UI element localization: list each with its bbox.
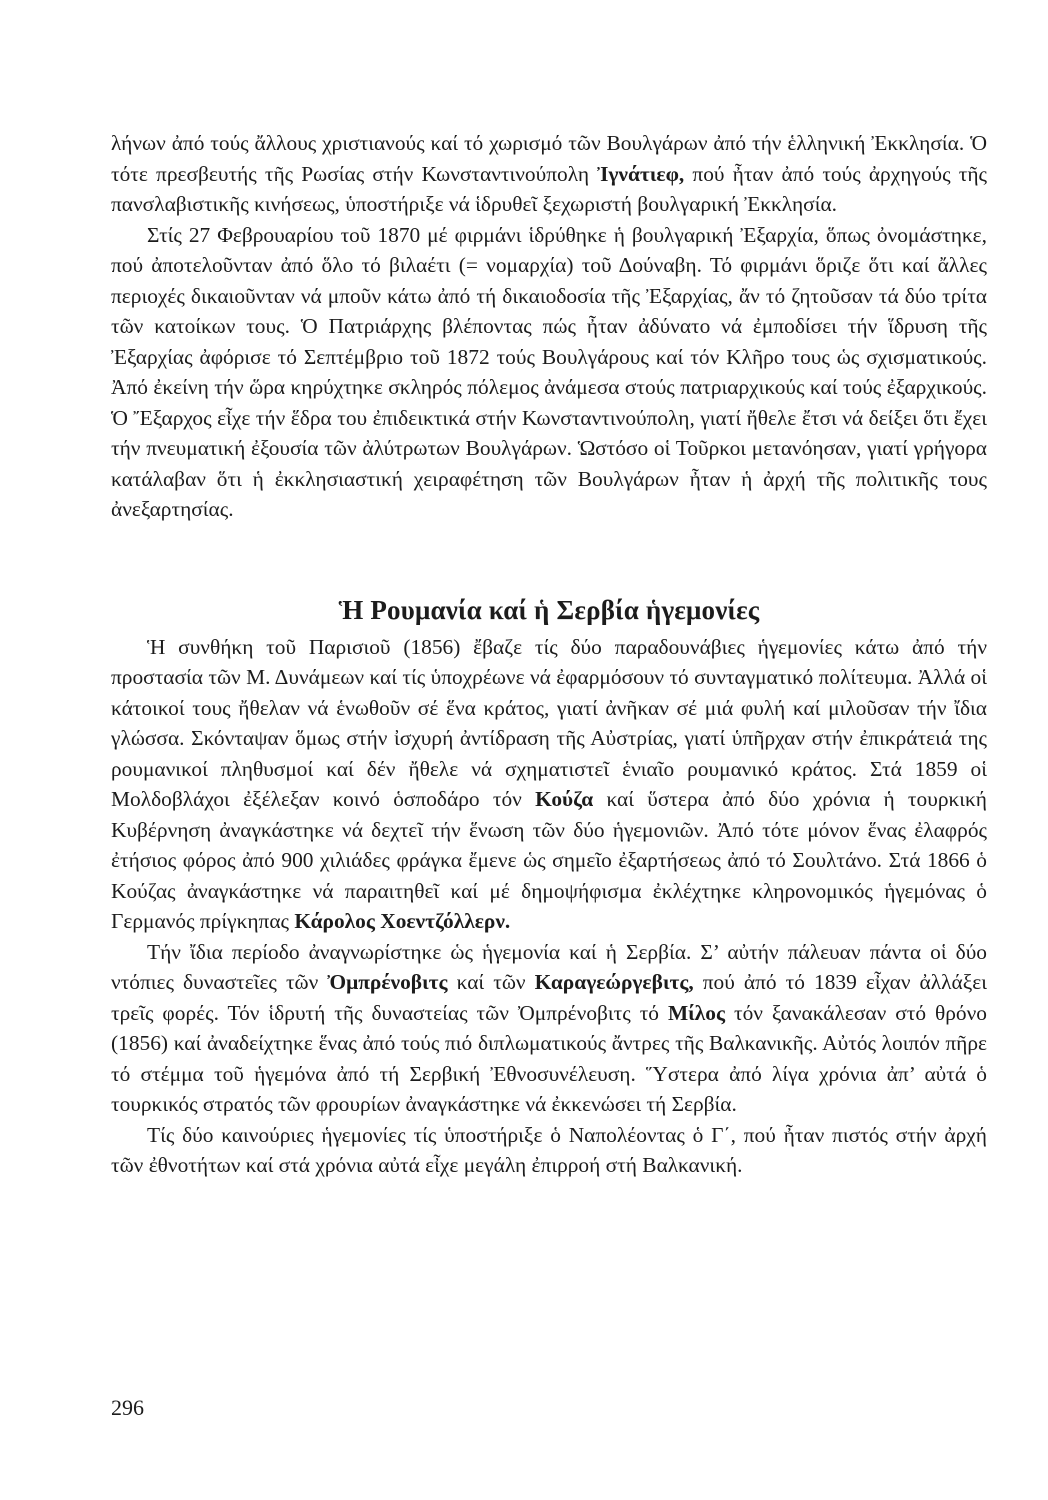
paragraph-2: Στίς 27 Φεβρουαρίου τοῦ 1870 μέ φιρμάνι ἱδρύθηκε ἡ βουλγαρική Ἐξαρχία, ὅπως ὀνομάστηκε, πού ἀποτελοῦνταν ἀπό ὅλο τό βιλαέτι (= νομαρχία) τοῦ Δούναβη. Τό φιρμάνι ὅριζε ὅτι καί ἄλλες περιοχές δικαιοῦνταν νά μποῦν κάτω ἀπό τή δικαιοδοσία τῆς Ἐξαρχίας, ἄν τό ζητοῦσαν τά δύο τρίτα τῶν κατοίκων τους. Ὁ Πατριάρχης βλέποντας πώς ἦταν ἀδύνατο νά ἐμποδίσει τήν ἵδρυση τῆς Ἐξαρχίας ἀφόρισε τό Σεπτέμβριο τοῦ 1872 τούς Βουλγάρους καί τόν Κλῆρο τους ὡς σχισματικούς. Ἀπό ἐκείνη τήν ὥρα κηρύχτηκε σκληρός πόλεμος ἀνάμεσα στούς πατριαρχικούς καί τούς ἐξαρχικούς. Ὁ Ἔξαρχος εἶχε τήν ἕδρα του ἐπιδεικτικά στήν Κωνσταντινούπολη, γιατί ἤθελε ἔτσι νά δείξει ὅτι ἔχει τήν πνευματική ἐξουσία τῶν ἀλύτρωτων Βουλγάρων. Ὡστόσο οἱ Τοῦρκοι μετανόησαν, γιατί γρήγορα κατάλαβαν ὅτι ἡ ἐκκλησιαστική χειραφέτηση τῶν Βουλγάρων ἦταν ἡ ἀρχή τῆς πολιτικῆς τους ἀνεξαρτησίας. — [111, 222, 987, 521]
paragraph-3-text-a: Ἡ συνθήκη τοῦ Παρισιοῦ (1856) ἔβαζε τίς δύο παραδουνάβιες ἡγεμονίες κάτω ἀπό τήν προστασία τῶν Μ. Δυνάμεων καί τίς ὑποχρέωνε νά ἐφαρμόσουν τό συνταγματικό πολίτευμα. Ἀλλά οἱ κάτοικοί τους ἤθελαν νά ἑνωθοῦν σέ ἕνα κράτος, γιατί ἀνῆκαν σέ μιά φυλή καί μιλοῦσαν τήν ἴδια γλώσσα. Σκόνταψαν ὅμως στήν ἰσχυρή ἀντίδραση τῆς Αὐστρίας, γιατί ὑπῆρχαν στήν ἐπικράτειά της ρουμανικοί πληθυσμοί καί δέν ἤθελε νά σχηματιστεῖ ἑνιαῖο ρουμανικό κράτος. Στά 1859 οἱ Μολδοβλάχοι ἐξέλεξαν κοινό ὁσποδάρο τόν — [111, 634, 987, 811]
paragraph-1-text-b: πού ἦταν ἀπό τούς ἀρχηγούς τῆς πανσλαβιστικῆς κινήσεως, ὑποστήριξε νά ἱδρυθεῖ ξεχωριστή βουλγαρική Ἐκκλησία. — [111, 161, 987, 216]
paragraph-4-text-a: Τήν ἴδια περίοδο ἀναγνωρίστηκε ὡς ἡγεμονία καί ἡ Σερβία. Σ’ αὐτήν πάλευαν πάντα οἱ δύο ντόπιες δυναστεῖες τῶν — [111, 939, 987, 994]
paragraph-4-text-d: τόν ξανακάλεσαν στό θρόνο (1856) καί ἀναδείχτηκε ἕνας ἀπό τούς πιό διπλωματικούς ἄντρες τῆς Βαλκανικῆς. Αὐτός λοιπόν πῆρε τό στέμμα τοῦ ἡγεμόνα ἀπό τή Σερβική Ἐθνοσυνέλευση. Ὕστερα ἀπό λίγα χρόνια ἀπ’ αὐτά ὁ τουρκικός στρατός τῶν φρουρίων ἀναγκάστηκε νά ἐκκενώσει τή Σερβία. — [111, 1000, 987, 1116]
paragraph-4-text-b: καί τῶν — [447, 970, 535, 994]
bold-name-kouza: Κούζα — [535, 787, 594, 811]
page-body — [111, 128, 987, 1181]
paragraph-4-text-c: πού ἀπό τό 1839 εἶχαν ἀλλάξει τρεῖς φορές. Τόν ἱδρυτή τῆς δυναστείας τῶν Ὀμπρένοβιτς τό — [111, 970, 987, 1025]
bold-name-obrenovic: Ὀμπρένοβιτς — [327, 970, 448, 994]
section-heading: Ἡ Ρουμανία καί ἡ Σερβία ἡγεμονίες — [338, 594, 760, 625]
bold-name-karolos: Κάρολος Χοεντζόλλερν. — [294, 909, 511, 933]
bold-name-ignatiev: Ἰγνάτιεφ, — [597, 161, 685, 186]
paragraph-1 — [111, 128, 987, 220]
paragraph-5: Τίς δύο καινούριες ἡγεμονίες τίς ὑποστήριξε ὁ Ναπολέοντας ὁ Γ΄, πού ἦταν πιστός στήν ἀρχή τῶν ἐθνοτήτων καί στά χρόνια αὐτά εἶχε μεγάλη ἐπιρροή στή Βαλκανική. — [111, 1122, 987, 1177]
paragraph-3-text-b: καί ὕστερα ἀπό δύο χρόνια ἡ τουρκική Κυβέρνηση ἀναγκάστηκε νά δεχτεῖ τήν ἕνωση τῶν δύο ἡγεμονιῶν. Ἀπό τότε μόνον ἕνας ἐλαφρός ἐτήσιος φόρος ἀπό 900 χιλιάδες φράγκα ἔμενε ὡς σημεῖο ἐξαρτήσεως ἀπό τό Σουλτάνο. Στά 1866 ὁ Κούζας ἀναγκάστηκε νά παραιτηθεῖ καί μέ δημοψήφισμα ἐκλέχτηκε κληρονομικός ἡγεμόνας ὁ Γερμανός πρίγκηπας — [111, 787, 987, 933]
bold-name-karadjordjevic: Καραγεώργεβιτς, — [534, 970, 694, 994]
paragraph-1-text-a: λήνων ἀπό τούς ἄλλους χριστιανούς καί τό χωρισμό τῶν Βουλγάρων ἀπό τήν ἑλληνική Ἐκκλησία. Ὁ τότε πρεσβευτής τῆς Ρωσίας στήν Κωνσταντινούπολη — [111, 131, 987, 186]
paragraph-3 — [111, 632, 987, 937]
bold-name-milos: Μίλος — [667, 1000, 726, 1025]
page-number: 296 — [111, 1395, 144, 1420]
paragraph-4 — [111, 937, 987, 1120]
